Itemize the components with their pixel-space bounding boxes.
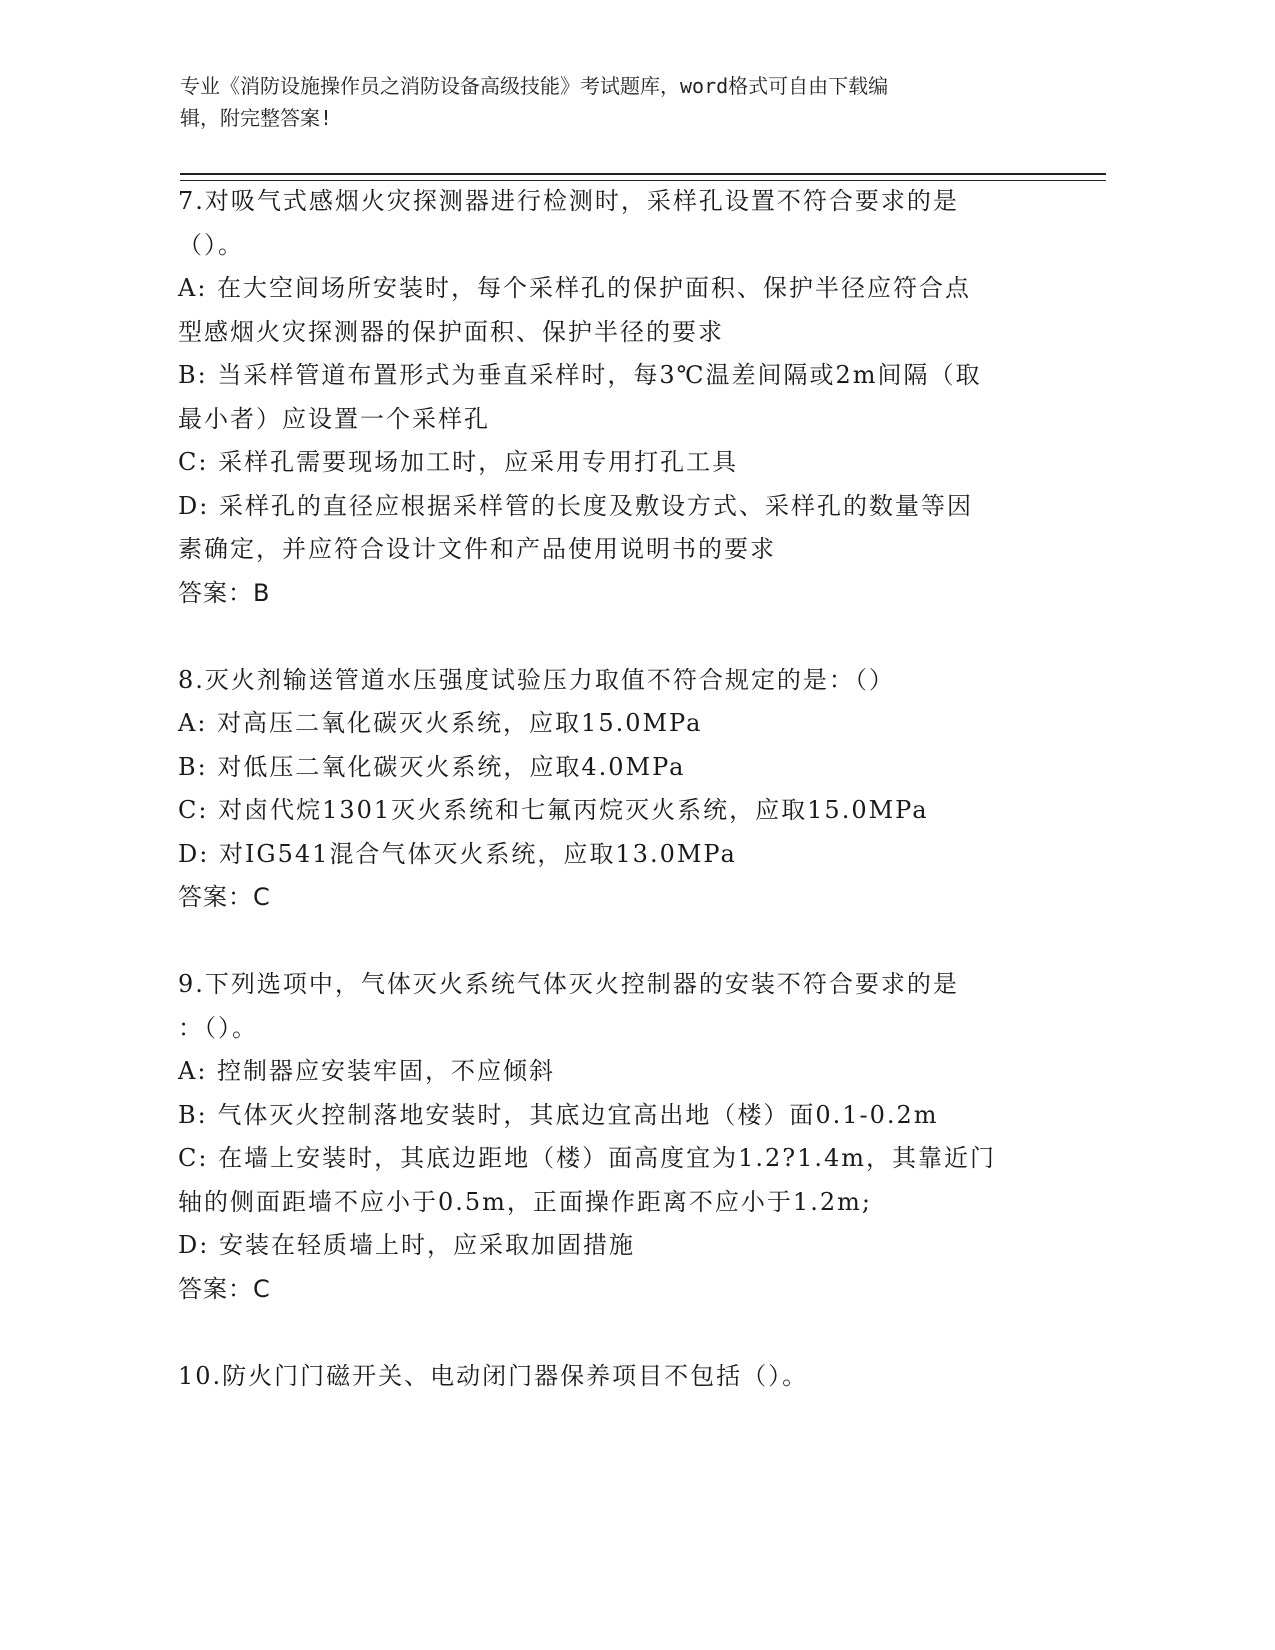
header-line-1: 专业《消防设施操作员之消防设备高级技能》考试题库，word格式可自由下载编 (180, 74, 889, 98)
spacer (178, 1311, 1058, 1355)
question-8 (178, 659, 1058, 920)
option-a: A: 控制器应安装牢固，不应倾斜 (178, 1057, 556, 1085)
question-stem: 9.下列选项中，气体灭火系统气体灭火控制器的安装不符合要求的是 (178, 970, 959, 998)
option-d: D: 采样孔的直径应根据采样管的长度及敷设方式、采样孔的数量等因 (178, 491, 973, 520)
answer: 答案：B (178, 578, 271, 607)
option-d: D: 对IG541混合气体灭火系统，应取13.0MPa (178, 839, 737, 868)
option-c: C: 在墙上安装时，其底边距地（楼）面高度宜为1.2?1.4m，其靠近门 (178, 1144, 997, 1172)
question-stem-cont: ：（）。 (178, 1013, 258, 1042)
header-divider-thick (180, 173, 1106, 175)
answer: 答案：C (178, 883, 271, 911)
option-c-cont: 轴的侧面距墙不应小于0.5m，正面操作距离不应小于1.2m; (178, 1187, 872, 1216)
question-9 (178, 963, 1058, 1311)
answer: 答案：C (178, 1274, 271, 1303)
question-stem: 8.灭火剂输送管道水压强度试验压力取值不符合规定的是：（） (178, 665, 895, 694)
option-c: C: 对卤代烷1301灭火系统和七氟丙烷灭火系统，应取15.0MPa (178, 796, 929, 824)
option-b-cont: 最小者）应设置一个采样孔 (178, 404, 490, 433)
option-c: C: 采样孔需要现场加工时，应采用专用打孔工具 (178, 448, 739, 476)
option-d: D: 安装在轻质墙上时，应采取加固措施 (178, 1231, 635, 1259)
option-a: A: 对高压二氧化碳灭火系统，应取15.0MPa (178, 709, 703, 737)
spacer (178, 615, 1058, 659)
document-header (180, 70, 1060, 134)
question-stem-cont: （）。 (178, 230, 244, 259)
question-10 (178, 1355, 1058, 1399)
option-a: A: 在大空间场所安装时，每个采样孔的保护面积、保护半径应符合点 (178, 274, 972, 302)
option-a-cont: 型感烟火灾探测器的保护面积、保护半径的要求 (178, 317, 724, 346)
spacer (178, 920, 1058, 964)
option-b: B: 当采样管道布置形式为垂直采样时，每3℃温差间隔或2m间隔（取 (178, 361, 982, 389)
option-b: B: 气体灭火控制落地安装时，其底边宜高出地（楼）面0.1-0.2m (178, 1100, 939, 1129)
header-line-2: 辑，附完整答案! (180, 106, 333, 130)
question-7 (178, 180, 1058, 615)
option-d-cont: 素确定，并应符合设计文件和产品使用说明书的要求 (178, 535, 776, 563)
question-stem: 7.对吸气式感烟火灾探测器进行检测时，采样孔设置不符合要求的是 (178, 187, 959, 215)
question-list (178, 180, 1058, 1398)
question-stem: 10.防火门门磁开关、电动闭门器保养项目不包括（）。 (178, 1361, 809, 1390)
option-b: B: 对低压二氧化碳灭火系统，应取4.0MPa (178, 752, 686, 781)
